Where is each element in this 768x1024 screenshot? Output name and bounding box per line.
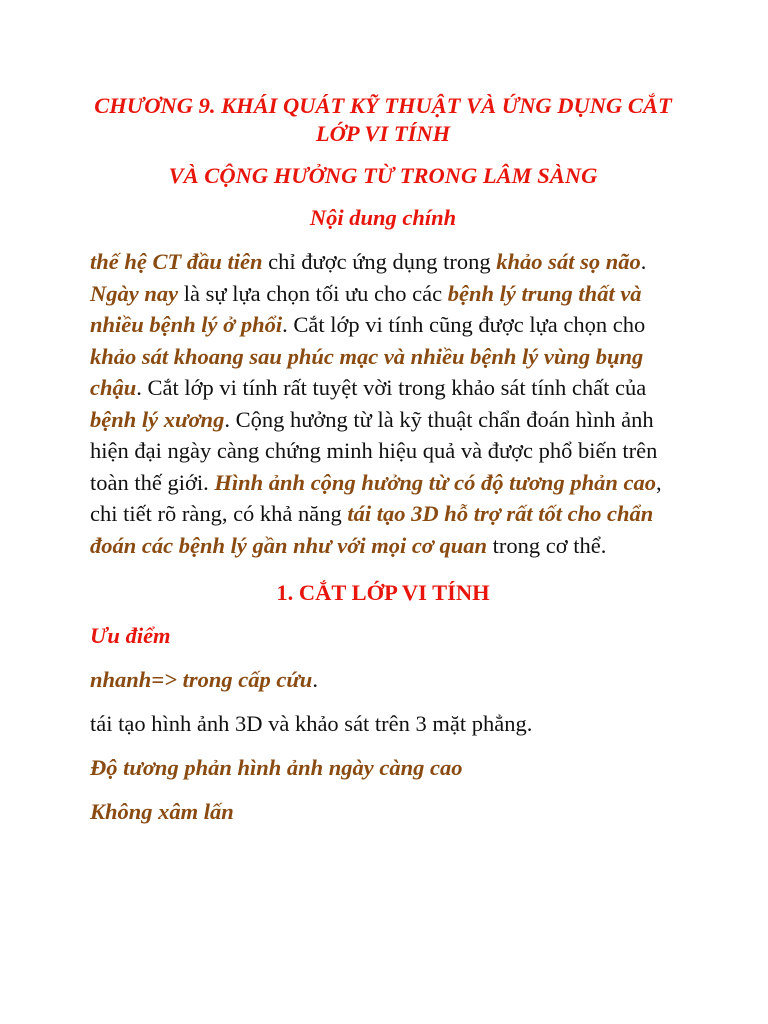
section-title-ct: 1. CẮT LỚP VI TÍNH xyxy=(276,580,490,605)
advantage-fast-end: . xyxy=(312,667,318,692)
intro-text-4: . Cắt lớp vi tính cũng được lựa chọn cho xyxy=(282,312,646,337)
intro-text-5: . Cắt lớp vi tính rất tuyệt vời trong khảo sát tính chất của xyxy=(136,375,647,400)
main-content-subtitle: Nội dung chính xyxy=(309,205,457,230)
chapter-title: CHƯƠNG 9. KHÁI QUÁT KỸ THUẬT VÀ ỨNG DỤNG CẮT LỚP VI TÍNH xyxy=(94,93,672,146)
emphasis-nowadays: Ngày nay xyxy=(90,280,179,306)
advantage-fast-text: nhanh=> trong cấp cứu xyxy=(90,667,313,692)
advantage-item-3d: tái tạo hình ảnh 3D và khảo sát trên 3 mặt phẳng. xyxy=(90,711,533,736)
advantage-item-fast xyxy=(90,665,676,695)
intro-paragraph xyxy=(90,246,676,561)
intro-text-6: . Cộng hưởng từ là kỹ thuật chẩn đoán hình ảnh hiện đại ngày càng chứng minh hiệu quả và được phổ biến trên toàn thế giới. xyxy=(90,406,658,495)
emphasis-retroperitoneum: khảo sát khoang sau phúc mạc và nhiều bệnh lý vùng bụng chậu xyxy=(90,343,644,400)
emphasis-bone-disease: bệnh lý xương xyxy=(90,406,225,432)
emphasis-first-gen-ct: thế hệ CT đầu tiên xyxy=(90,249,263,274)
emphasis-skull-brain: khảo sát sọ não xyxy=(496,249,641,274)
intro-text-7: , chi tiết rõ ràng, có khả năng xyxy=(90,469,662,526)
emphasis-mediastinum-lung: bệnh lý trung thất và nhiều bệnh lý ở phổi xyxy=(90,280,642,337)
chapter-title-continued: VÀ CỘNG HƯỞNG TỪ TRONG LÂM SÀNG xyxy=(168,163,598,188)
advantage-item-contrast: Độ tương phản hình ảnh ngày càng cao xyxy=(90,755,463,780)
advantages-label: Ưu điểm xyxy=(90,623,171,648)
intro-text-3: là sự lựa chọn tối ưu cho các xyxy=(178,280,448,306)
intro-text-2: . xyxy=(640,249,647,274)
intro-text-8: trong cơ thể. xyxy=(487,532,607,558)
emphasis-mri-contrast: Hình ảnh cộng hưởng từ có độ tương phản cao xyxy=(214,469,656,495)
emphasis-3d-reconstruction: tái tạo 3D hỗ trợ rất tốt cho chẩn đoán các bệnh lý gần như với mọi cơ quan xyxy=(90,501,654,558)
document-page xyxy=(90,92,676,827)
intro-text-1: chỉ được ứng dụng trong xyxy=(262,249,497,274)
advantage-item-noninvasive: Không xâm lấn xyxy=(90,799,234,824)
